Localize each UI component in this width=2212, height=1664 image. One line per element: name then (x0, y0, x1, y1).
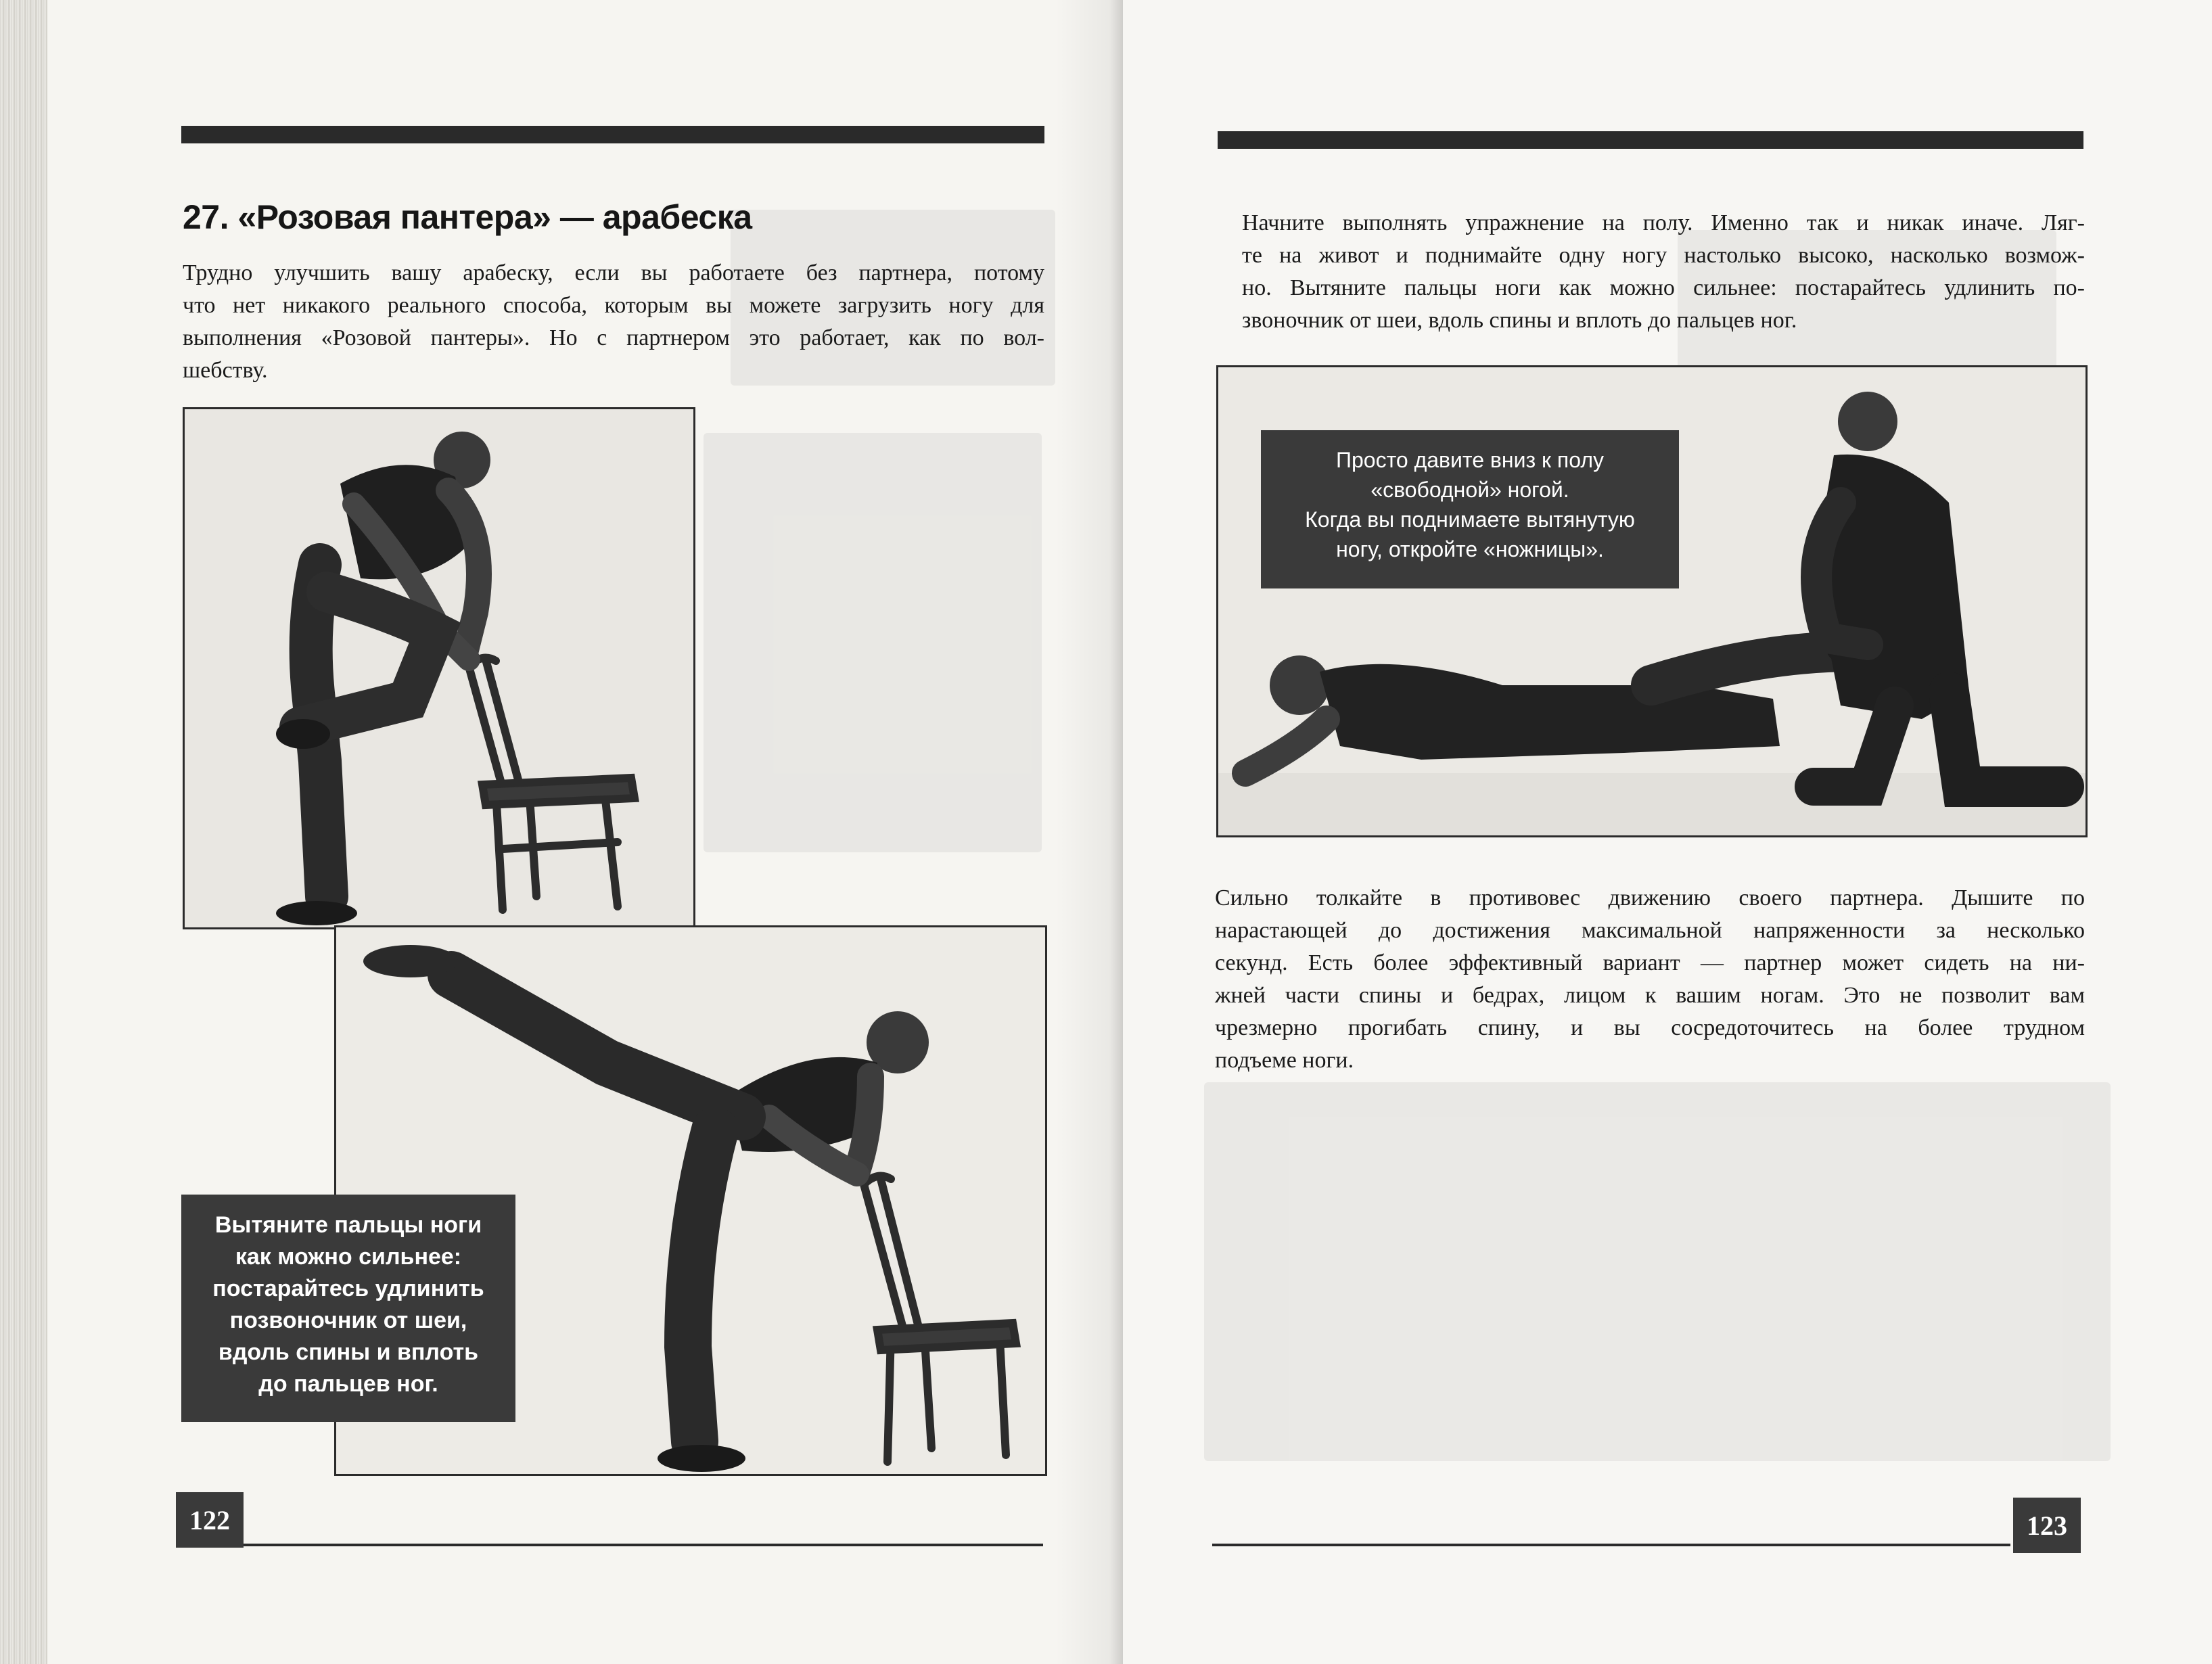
right-page (1123, 0, 2212, 1664)
bleed-through-shadow (704, 433, 1042, 852)
text-line: Трудно улучшить вашу арабеску, если вы работаете без партнера, потому (183, 260, 1044, 285)
caption-line: позвоночник от шеи, (229, 1308, 467, 1333)
caption-line: Просто давите вниз к полу (1336, 448, 1604, 472)
intro-paragraph (183, 257, 1044, 387)
caption-line: «свободной» ногой. (1370, 478, 1569, 502)
footer-rule (1212, 1544, 2010, 1546)
text-line: те на живот и поднимайте одну ногу настолько высоко, насколько возмож- (1242, 243, 2085, 268)
technique-paragraph (1215, 882, 2085, 1077)
text-line: подъеме ноги. (1215, 1048, 1354, 1073)
caption-line: постарайтесь удлинить (212, 1276, 484, 1301)
header-bar (181, 126, 1044, 143)
page-edges (0, 0, 47, 1664)
header-bar (1218, 131, 2083, 149)
page-number: 122 (176, 1492, 244, 1548)
caption-box (181, 1195, 515, 1422)
text-line: но. Вытяните пальцы ноги как можно сильнее: постарайтесь удлинить по- (1242, 275, 2085, 300)
caption-line: Вытяните пальцы ноги (214, 1212, 482, 1238)
caption-line: до пальцев ног. (258, 1371, 438, 1397)
text-line: выполнения «Розовой пантеры». Но с партнером это работает, как по вол- (183, 325, 1044, 350)
text-line: секунд. Есть более эффективный вариант — партнер может сидеть на ни- (1215, 950, 2085, 975)
text-line: жней части спины и бедрах, лицом к вашим ногам. Это не позволит вам (1215, 983, 2085, 1008)
text-line: что нет никакого реального способа, которым вы можете загрузить ногу для (183, 293, 1044, 318)
text-line: нарастающей до достижения максимальной напряженности за несколько (1215, 918, 2085, 943)
bleed-through-shadow (1204, 1082, 2111, 1461)
text-line: Сильно толкайте в противовес движению своего партнера. Дышите по (1215, 885, 2085, 910)
page-title: 27. «Розовая пантера» — арабеска (183, 198, 752, 236)
text-line: чрезмерно прогибать спину, и вы сосредоточитесь на более трудном (1215, 1015, 2085, 1040)
footer-rule (244, 1544, 1043, 1546)
text-line: шебству. (183, 358, 268, 383)
page-number: 123 (2013, 1498, 2081, 1553)
caption-line: как можно сильнее: (235, 1244, 462, 1270)
photo-chair-knee-raise (183, 407, 695, 929)
caption-line: Когда вы поднимаете вытянутую (1305, 507, 1635, 532)
text-line: Начните выполнять упражнение на полу. Именно так и никак иначе. Ляг- (1242, 210, 2085, 235)
caption-line: вдоль спины и вплоть (218, 1339, 479, 1365)
person-figure-illustration (185, 409, 693, 927)
caption-box (1261, 430, 1679, 588)
text-line: звоночник от шеи, вдоль спины и вплоть до пальцев ног. (1242, 308, 1797, 333)
caption-line: ногу, откройте «ножницы». (1336, 537, 1604, 561)
instruction-paragraph (1242, 207, 2085, 337)
